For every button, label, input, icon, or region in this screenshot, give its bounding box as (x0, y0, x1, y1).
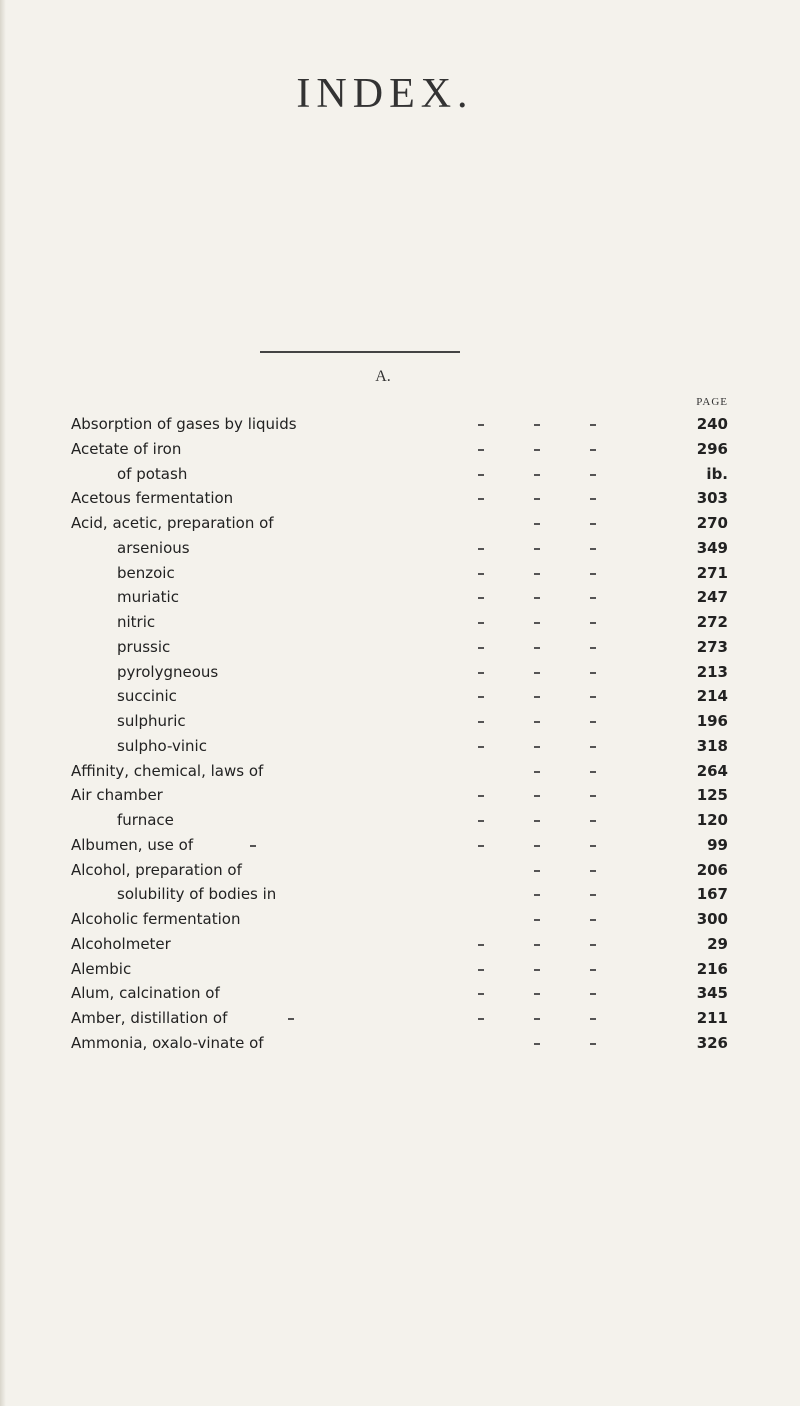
leader-dash (590, 1043, 596, 1045)
entry-label: Acid, acetic, preparation of (71, 514, 274, 532)
leader-dash (288, 1018, 294, 1020)
entry-page-number: 99 (707, 835, 728, 854)
leader-dash (534, 870, 540, 872)
leader-dashes (0, 709, 800, 734)
entry-label: Air chamber (71, 786, 163, 805)
leader-dash (478, 721, 484, 723)
leader-dash (478, 597, 484, 599)
leader-dash (534, 573, 540, 575)
leader-dash (534, 696, 540, 698)
leader-dashes (0, 783, 800, 808)
entry-label: Alcohol, preparation of (71, 860, 242, 879)
leader-dash (534, 919, 540, 921)
entry-page-number: 303 (696, 489, 728, 508)
leader-dashes (0, 759, 800, 784)
leader-dash (534, 771, 540, 773)
index-entry (0, 882, 800, 907)
entry-label: solubility of bodies in (117, 885, 277, 904)
leader-dashes (0, 957, 800, 982)
entry-label: Absorption of gases by liquids (71, 415, 297, 433)
leader-dash (534, 672, 540, 674)
index-entry (0, 536, 800, 561)
entry-page-number: 345 (696, 984, 728, 1003)
leader-dash (478, 449, 484, 451)
leader-dash (478, 696, 484, 698)
index-entry (0, 635, 800, 660)
index-entry (0, 759, 800, 784)
index-entry (0, 858, 800, 883)
leader-dash (590, 474, 596, 476)
section-letter: A. (375, 368, 391, 385)
leader-dash (590, 597, 596, 599)
leader-dash (590, 771, 596, 773)
entry-page-number: 326 (696, 1033, 728, 1052)
leader-dashes (0, 907, 800, 932)
leader-dash (590, 622, 596, 624)
leader-dashes (0, 882, 800, 907)
leader-dashes (0, 660, 800, 685)
entry-page-number: 271 (696, 563, 728, 582)
leader-dash (534, 746, 540, 748)
entry-page-number: 296 (696, 439, 728, 458)
leader-dash (478, 944, 484, 946)
entry-page-number: ib. (706, 464, 728, 483)
entry-page-number: 349 (696, 538, 728, 557)
leader-dash (590, 449, 596, 451)
entry-page-number: 247 (696, 588, 728, 607)
leader-dash (534, 647, 540, 649)
page-column-header: PAGE (696, 396, 728, 408)
leader-dash (478, 746, 484, 748)
leader-dash (534, 498, 540, 500)
leader-dash (534, 424, 540, 426)
entry-page-number: 240 (696, 415, 728, 433)
leader-dash (590, 870, 596, 872)
leader-dash (534, 944, 540, 946)
leader-dash (590, 696, 596, 698)
leader-dashes (0, 412, 800, 437)
leader-dash (478, 573, 484, 575)
page-title: INDEX. (296, 71, 474, 118)
leader-dash (534, 474, 540, 476)
entry-page-number: 270 (696, 514, 728, 532)
entry-page-number: 120 (696, 811, 728, 829)
leader-dash (534, 993, 540, 995)
leader-dash (590, 672, 596, 674)
leader-dashes (0, 561, 800, 586)
leader-dash (534, 622, 540, 624)
leader-dash (590, 573, 596, 575)
leader-dash (478, 1018, 484, 1020)
leader-dash (478, 672, 484, 674)
index-entry-list (0, 412, 800, 1056)
leader-dashes (0, 833, 800, 858)
index-entry (0, 783, 800, 808)
entry-label: Albumen, use of (71, 835, 194, 854)
index-entry (0, 833, 800, 858)
leader-dash (534, 721, 540, 723)
leader-dashes (0, 734, 800, 759)
entry-label: Acetous fermentation (71, 489, 234, 508)
leader-dash (590, 944, 596, 946)
leader-dashes (0, 684, 800, 709)
leader-dash (590, 820, 596, 822)
leader-dash (590, 969, 596, 971)
entry-label: Alcoholmeter (71, 934, 171, 953)
entry-page-number: 196 (696, 712, 728, 730)
entry-label: prussic (117, 637, 171, 656)
leader-dashes (0, 981, 800, 1006)
leader-dash (534, 894, 540, 896)
index-entry (0, 808, 800, 833)
index-entry (0, 462, 800, 487)
index-entry (0, 957, 800, 982)
leader-dash (534, 795, 540, 797)
index-entry (0, 486, 800, 511)
leader-dashes (0, 511, 800, 536)
entry-page-number: 272 (696, 613, 728, 631)
entry-page-number: 216 (696, 959, 728, 978)
index-entry (0, 511, 800, 536)
index-entry (0, 585, 800, 610)
entry-label: Ammonia, oxalo-vinate of (71, 1033, 264, 1052)
leader-dash (534, 449, 540, 451)
leader-dash (590, 523, 596, 525)
entry-label: sulphuric (117, 712, 186, 730)
leader-dashes (0, 635, 800, 660)
leader-dashes (0, 808, 800, 833)
leader-dash (590, 795, 596, 797)
index-entry (0, 709, 800, 734)
leader-dashes (0, 585, 800, 610)
entry-label: Alcoholic fermentation (71, 910, 241, 928)
index-entry (0, 437, 800, 462)
entry-label: of potash (117, 464, 188, 483)
index-entry (0, 734, 800, 759)
entry-page-number: 206 (696, 860, 728, 879)
leader-dash (534, 548, 540, 550)
entry-page-number: 318 (696, 736, 728, 755)
leader-dash (590, 993, 596, 995)
leader-dash (478, 795, 484, 797)
entry-label: muriatic (117, 588, 179, 607)
leader-dash (534, 523, 540, 525)
leader-dash (590, 721, 596, 723)
leader-dash (478, 474, 484, 476)
leader-dash (478, 498, 484, 500)
index-entry (0, 660, 800, 685)
leader-dash (478, 548, 484, 550)
entry-label: Amber, distillation of (71, 1009, 228, 1027)
leader-dash (478, 969, 484, 971)
entry-label: benzoic (117, 563, 175, 582)
leader-dash (590, 498, 596, 500)
title-divider (260, 351, 460, 353)
entry-page-number: 211 (696, 1009, 728, 1027)
index-entry (0, 684, 800, 709)
index-entry (0, 1006, 800, 1031)
leader-dash (590, 919, 596, 921)
leader-dash (250, 845, 256, 847)
entry-label: Alembic (71, 959, 132, 978)
leader-dash (534, 969, 540, 971)
entry-label: furnace (117, 811, 174, 829)
index-entry (0, 561, 800, 586)
entry-label: sulpho-vinic (117, 736, 207, 755)
leader-dash (478, 993, 484, 995)
leader-dash (534, 820, 540, 822)
leader-dash (478, 647, 484, 649)
entry-label: arsenious (117, 538, 190, 557)
leader-dashes (0, 1006, 800, 1031)
leader-dash (534, 845, 540, 847)
leader-dashes (0, 858, 800, 883)
entry-label: succinic (117, 687, 177, 706)
entry-page-number: 273 (696, 637, 728, 656)
leader-dash (590, 647, 596, 649)
index-entry (0, 932, 800, 957)
entry-page-number: 29 (707, 934, 728, 953)
leader-dash (590, 746, 596, 748)
leader-dashes (0, 1031, 800, 1056)
leader-dash (590, 548, 596, 550)
leader-dashes (0, 486, 800, 511)
leader-dashes (0, 536, 800, 561)
leader-dash (478, 622, 484, 624)
entry-page-number: 213 (696, 662, 728, 681)
entry-label: nitric (117, 613, 156, 631)
leader-dash (478, 820, 484, 822)
entry-label: pyrolygneous (117, 662, 219, 681)
leader-dash (478, 424, 484, 426)
leader-dash (534, 1043, 540, 1045)
index-entry (0, 907, 800, 932)
entry-label: Alum, calcination of (71, 984, 220, 1003)
entry-label: Affinity, chemical, laws of (71, 761, 264, 780)
leader-dash (534, 597, 540, 599)
index-entry (0, 981, 800, 1006)
leader-dash (534, 1018, 540, 1020)
leader-dash (590, 1018, 596, 1020)
leader-dashes (0, 932, 800, 957)
leader-dashes (0, 462, 800, 487)
entry-page-number: 214 (696, 687, 728, 706)
index-entry (0, 412, 800, 437)
leader-dash (590, 845, 596, 847)
index-entry (0, 1031, 800, 1056)
index-entry (0, 610, 800, 635)
entry-page-number: 264 (696, 761, 728, 780)
entry-page-number: 167 (696, 885, 728, 904)
leader-dashes (0, 610, 800, 635)
entry-page-number: 300 (696, 910, 728, 928)
leader-dash (478, 845, 484, 847)
leader-dash (590, 894, 596, 896)
leader-dashes (0, 437, 800, 462)
entry-label: Acetate of iron (71, 439, 182, 458)
entry-page-number: 125 (696, 786, 728, 805)
leader-dash (590, 424, 596, 426)
